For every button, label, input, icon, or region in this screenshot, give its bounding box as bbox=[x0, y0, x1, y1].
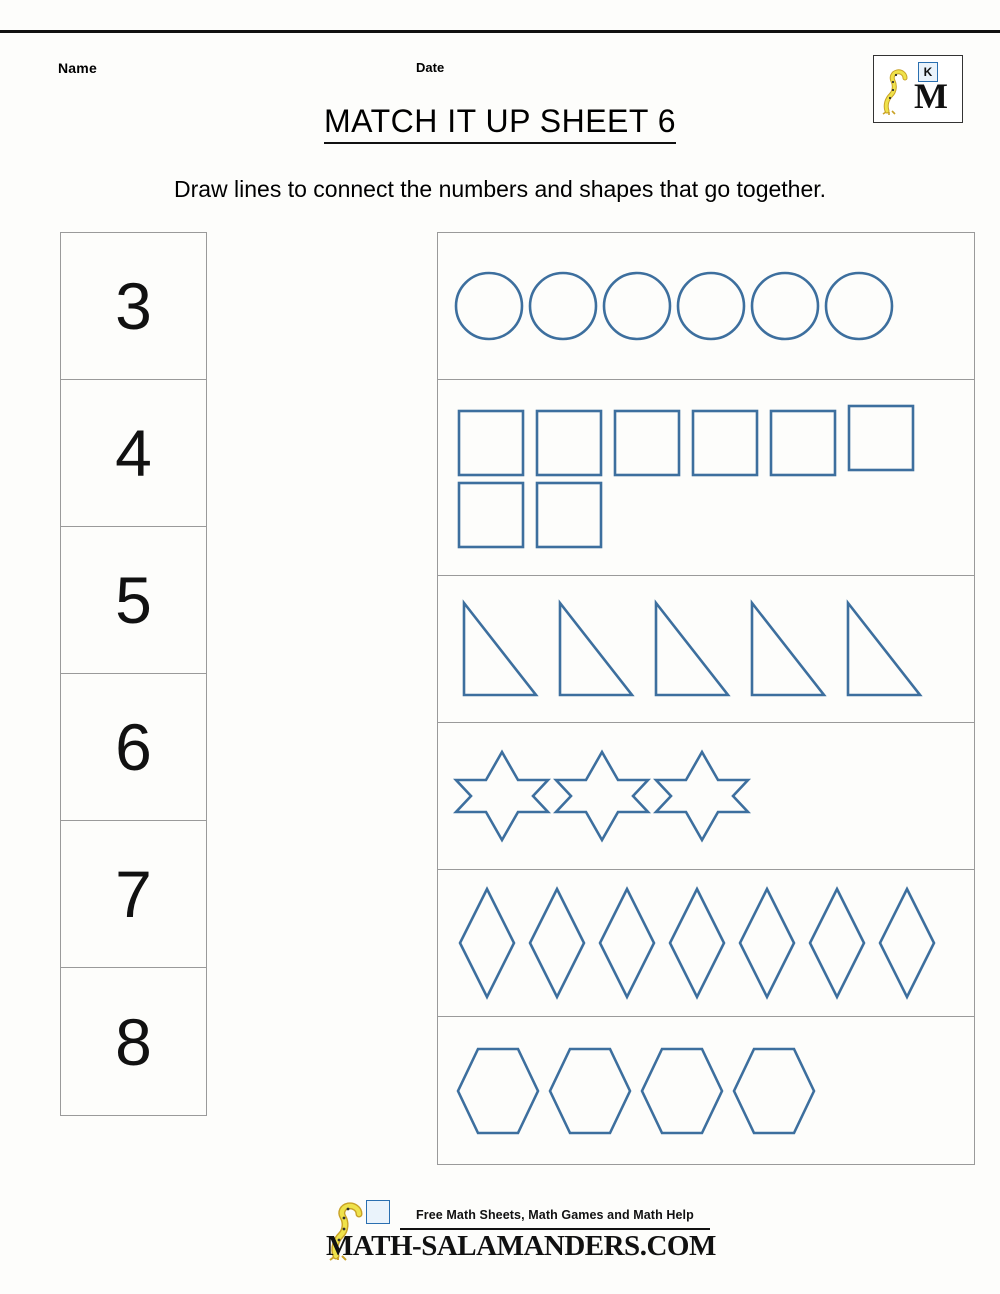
circle-shape-icon bbox=[600, 269, 674, 343]
footer-logo-badge bbox=[366, 1200, 390, 1224]
square-shape-icon bbox=[452, 479, 530, 555]
rhombus-shape-icon bbox=[872, 885, 942, 1001]
rhombus-shape-icon bbox=[802, 885, 872, 1001]
six-point-star-shape-icon bbox=[452, 746, 552, 846]
square-shape-icon bbox=[842, 402, 920, 478]
number-cell[interactable]: 3 bbox=[61, 233, 206, 380]
right-triangle-shape-icon bbox=[452, 597, 548, 701]
six-point-star-shape-icon bbox=[552, 746, 652, 846]
logo-badge-letter: K bbox=[918, 62, 938, 82]
number-cell[interactable]: 5 bbox=[61, 527, 206, 674]
square-shape-icon bbox=[686, 401, 764, 479]
rhombus-shape-icon bbox=[522, 885, 592, 1001]
footer-url[interactable]: MATH-SALAMANDERS.COM bbox=[326, 1230, 716, 1262]
shape-row-hexagons[interactable] bbox=[438, 1017, 974, 1164]
square-shape-icon bbox=[764, 401, 842, 479]
right-triangle-shape-icon bbox=[740, 597, 836, 701]
circle-shape-icon bbox=[452, 269, 526, 343]
shape-row-triangles[interactable] bbox=[438, 576, 974, 723]
square-shape-icon bbox=[530, 479, 608, 555]
circle-shape-icon bbox=[526, 269, 600, 343]
shape-row-stars[interactable] bbox=[438, 723, 974, 870]
square-shape-icon bbox=[452, 401, 530, 479]
number-cell[interactable]: 7 bbox=[61, 821, 206, 968]
numbers-column bbox=[60, 232, 207, 1116]
rhombus-shape-icon bbox=[592, 885, 662, 1001]
right-triangle-shape-icon bbox=[548, 597, 644, 701]
page-title-text: MATCH IT UP SHEET 6 bbox=[324, 103, 676, 144]
shape-row-squares[interactable] bbox=[438, 380, 974, 576]
circle-shape-icon bbox=[748, 269, 822, 343]
shapes-column bbox=[437, 232, 975, 1165]
footer-tagline: Free Math Sheets, Math Games and Math Help bbox=[416, 1208, 694, 1222]
hexagon-shape-icon bbox=[452, 1043, 544, 1139]
date-field-label: Date bbox=[416, 60, 445, 75]
footer bbox=[0, 1196, 1000, 1276]
right-triangle-shape-icon bbox=[644, 597, 740, 701]
square-shape-icon bbox=[608, 401, 686, 479]
rhombus-shape-icon bbox=[452, 885, 522, 1001]
instruction-text: Draw lines to connect the numbers and shapes that go together. bbox=[173, 176, 827, 202]
circle-shape-icon bbox=[674, 269, 748, 343]
right-triangle-shape-icon bbox=[836, 597, 932, 701]
rhombus-shape-icon bbox=[732, 885, 802, 1001]
math-salamanders-logo bbox=[873, 55, 963, 123]
number-cell[interactable]: 8 bbox=[115, 1004, 152, 1079]
number-cell[interactable]: 4 bbox=[61, 380, 206, 527]
page-title bbox=[0, 103, 1000, 140]
hexagon-shape-icon bbox=[636, 1043, 728, 1139]
header-divider bbox=[0, 30, 1000, 33]
circle-shape-icon bbox=[822, 269, 896, 343]
shape-row-circles[interactable] bbox=[438, 233, 974, 380]
square-shape-icon bbox=[530, 401, 608, 479]
name-field-label: Name bbox=[58, 60, 97, 76]
hexagon-shape-icon bbox=[728, 1043, 820, 1139]
number-cell[interactable]: 6 bbox=[61, 674, 206, 821]
six-point-star-shape-icon bbox=[652, 746, 752, 846]
logo-m-glyph: M bbox=[914, 76, 948, 116]
salamander-mascot-icon bbox=[881, 65, 913, 115]
rhombus-shape-icon bbox=[662, 885, 732, 1001]
hexagon-shape-icon bbox=[544, 1043, 636, 1139]
shape-row-rhombuses[interactable] bbox=[438, 870, 974, 1017]
